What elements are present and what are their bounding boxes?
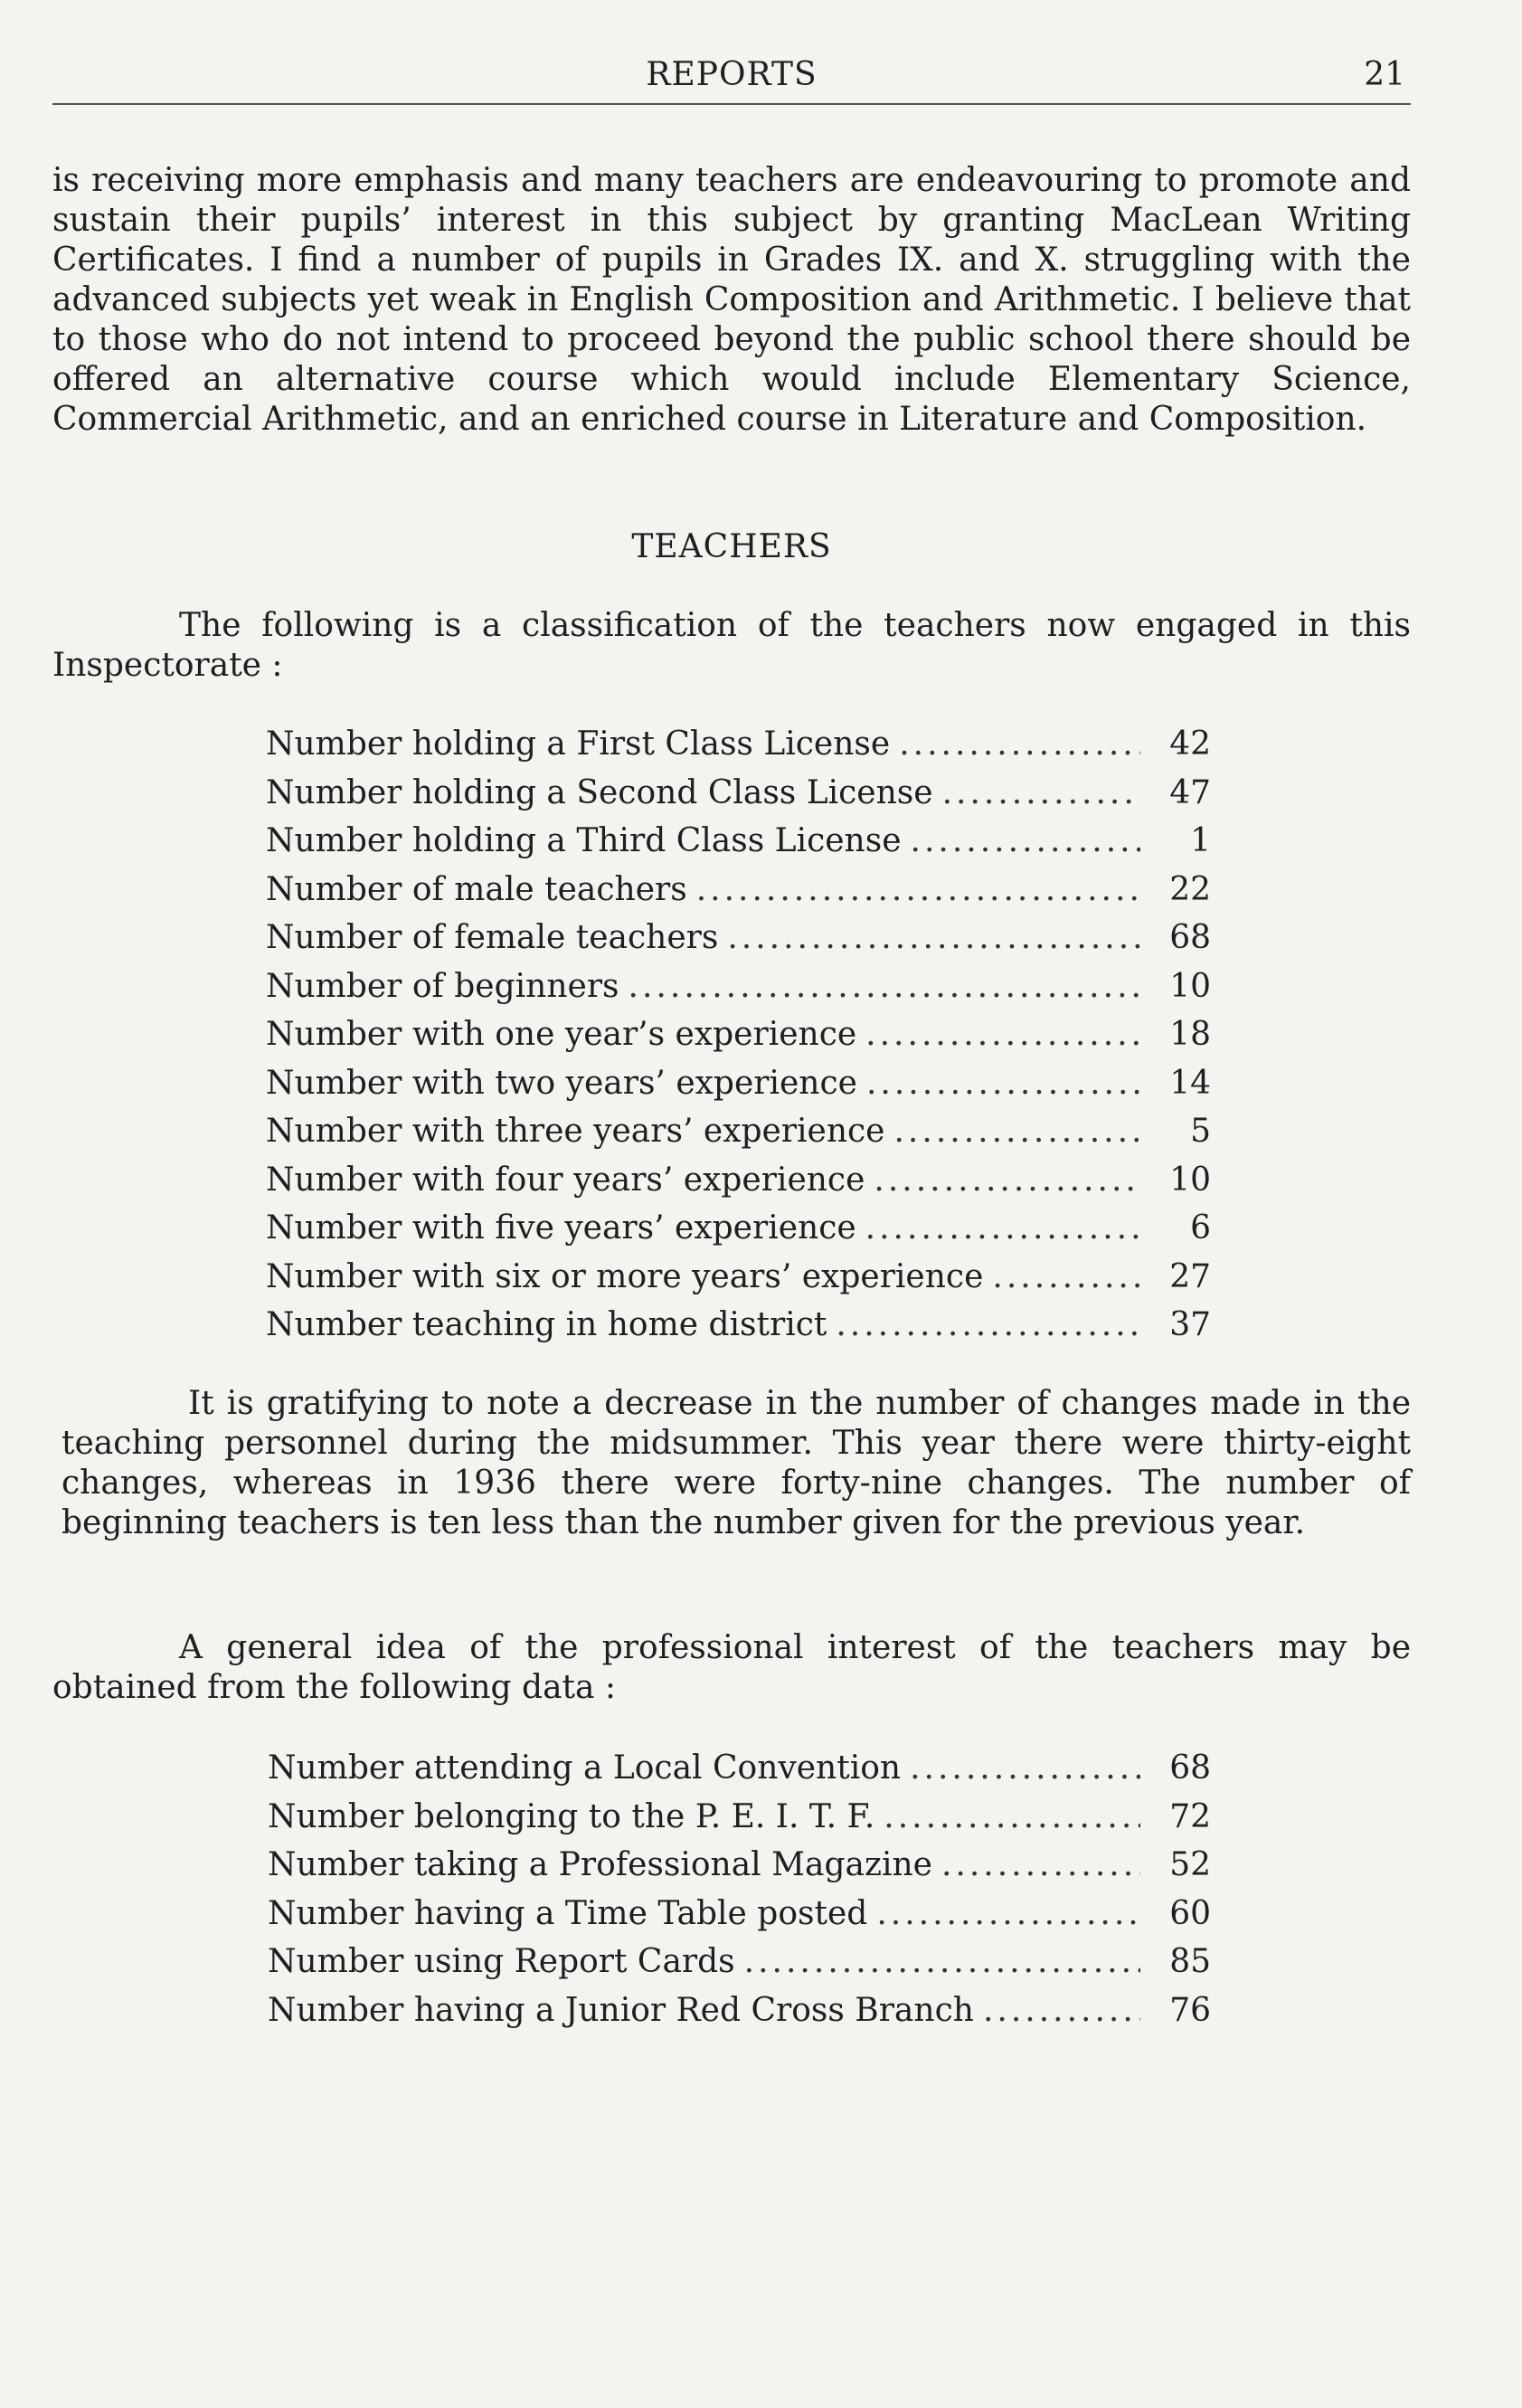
list-row — [266, 962, 1211, 1011]
row-value: 37 — [1169, 1306, 1211, 1343]
row-label: Number holding a Second Class License — [266, 773, 933, 811]
row-label: Number having a Junior Red Cross Branch — [268, 1991, 974, 2029]
dot-leader — [836, 1301, 1140, 1350]
row-value: 27 — [1169, 1257, 1211, 1295]
row-label: Number using Report Cards — [268, 1943, 735, 1980]
dot-leader — [629, 962, 1140, 1011]
row-label: Number with two years’ experience — [266, 1064, 857, 1102]
row-value: 5 — [1190, 1113, 1211, 1150]
professional-intro: A general idea of the professional interest of the teachers may be obtained from the following data : — [52, 1629, 1411, 1706]
row-label: Number with six or more years’ experience — [266, 1257, 984, 1295]
row-value: 60 — [1169, 1894, 1211, 1932]
row-value: 18 — [1169, 1016, 1211, 1053]
row-label: Number with four years’ experience — [266, 1161, 865, 1199]
row-label: Number holding a First Class License — [266, 725, 891, 763]
row-label: Number attending a Local Convention — [268, 1749, 902, 1787]
list-row — [268, 1938, 1211, 1986]
dot-leader — [727, 914, 1140, 962]
row-value: 1 — [1190, 822, 1211, 859]
row-label: Number belonging to the P. E. I. T. F. — [268, 1797, 875, 1835]
dot-leader — [911, 817, 1140, 866]
row-label: Number of beginners — [266, 967, 619, 1005]
dot-leader — [696, 866, 1140, 915]
teachers-classification-list — [266, 720, 1211, 1350]
list-row — [266, 1010, 1211, 1059]
opening-paragraph: is receiving more emphasis and many teachers are endeavouring to promote and sustain their pupils’ interest in this subject by granting MacLean Writing Certificates. I find a number of pupils in Grades IX. and X. struggling with the advanced subjects yet weak in English Composition and Arithmetic. I believe that to those who do not intend to proceed beyond the public school there should be offered an alternative course which would include Elementary Science, Commercial Arithmetic, and an enriched course in Literature and Composition. — [52, 162, 1411, 438]
list-row — [266, 1107, 1211, 1156]
dot-leader — [744, 1938, 1140, 1986]
row-label: Number with one year’s experience — [266, 1016, 857, 1053]
changes-paragraph: It is gratifying to note a decrease in the number of changes made in the teaching personnel during the midsummer. This year there were thirty-eight changes, whereas in 1936 there were forty-nine changes. The number of beginning teachers is ten less than the number given for the previous year. — [61, 1385, 1411, 1541]
row-value: 72 — [1169, 1797, 1211, 1835]
row-value: 52 — [1169, 1846, 1211, 1883]
row-label: Number with five years’ experience — [266, 1209, 856, 1247]
list-row — [266, 1301, 1211, 1350]
dot-leader — [983, 1986, 1140, 2035]
dot-leader — [865, 1204, 1140, 1253]
row-label: Number teaching in home district — [266, 1306, 827, 1343]
list-row — [266, 769, 1211, 818]
list-row — [266, 817, 1211, 866]
row-value: 14 — [1169, 1064, 1211, 1102]
list-row — [268, 1744, 1211, 1793]
page — [52, 47, 1411, 105]
dot-leader — [942, 769, 1140, 818]
list-row — [266, 1059, 1211, 1108]
running-title: REPORTS — [646, 56, 818, 93]
professional-interest-list — [268, 1744, 1211, 2034]
list-row — [266, 866, 1211, 915]
row-value: 68 — [1169, 1749, 1211, 1787]
row-value: 22 — [1169, 870, 1211, 908]
row-value: 42 — [1169, 725, 1211, 763]
dot-leader — [893, 1107, 1140, 1156]
row-value: 6 — [1190, 1209, 1211, 1247]
row-label: Number having a Time Table posted — [268, 1894, 868, 1932]
teachers-intro: The following is a classification of the teachers now engaged in this Inspectorate : — [52, 607, 1411, 684]
dot-leader — [874, 1156, 1140, 1205]
list-row — [266, 720, 1211, 769]
dot-leader — [884, 1793, 1140, 1842]
dot-leader — [910, 1744, 1140, 1793]
list-row — [268, 1890, 1211, 1939]
row-value: 68 — [1169, 919, 1211, 956]
list-row — [268, 1793, 1211, 1842]
row-value: 85 — [1169, 1943, 1211, 1980]
row-label: Number taking a Professional Magazine — [268, 1846, 932, 1883]
list-row — [266, 914, 1211, 962]
row-label: Number of male teachers — [266, 870, 687, 908]
list-row — [266, 1156, 1211, 1205]
dot-leader — [941, 1841, 1140, 1890]
list-row — [268, 1986, 1211, 2035]
dot-leader — [866, 1059, 1140, 1108]
row-value: 76 — [1169, 1991, 1211, 2029]
dot-leader — [876, 1890, 1140, 1939]
list-row — [266, 1204, 1211, 1253]
list-row — [266, 1253, 1211, 1302]
teachers-heading: TEACHERS — [631, 528, 832, 565]
dot-leader — [992, 1253, 1140, 1302]
row-value: 10 — [1169, 967, 1211, 1005]
running-header — [52, 47, 1411, 105]
row-label: Number holding a Third Class License — [266, 822, 902, 859]
list-row — [268, 1841, 1211, 1890]
row-value: 47 — [1169, 773, 1211, 811]
row-value: 10 — [1169, 1161, 1211, 1199]
dot-leader — [865, 1010, 1140, 1059]
page-number: 21 — [1364, 56, 1405, 93]
dot-leader — [899, 720, 1140, 769]
row-label: Number with three years’ experience — [266, 1113, 885, 1150]
row-label: Number of female teachers — [266, 919, 719, 956]
